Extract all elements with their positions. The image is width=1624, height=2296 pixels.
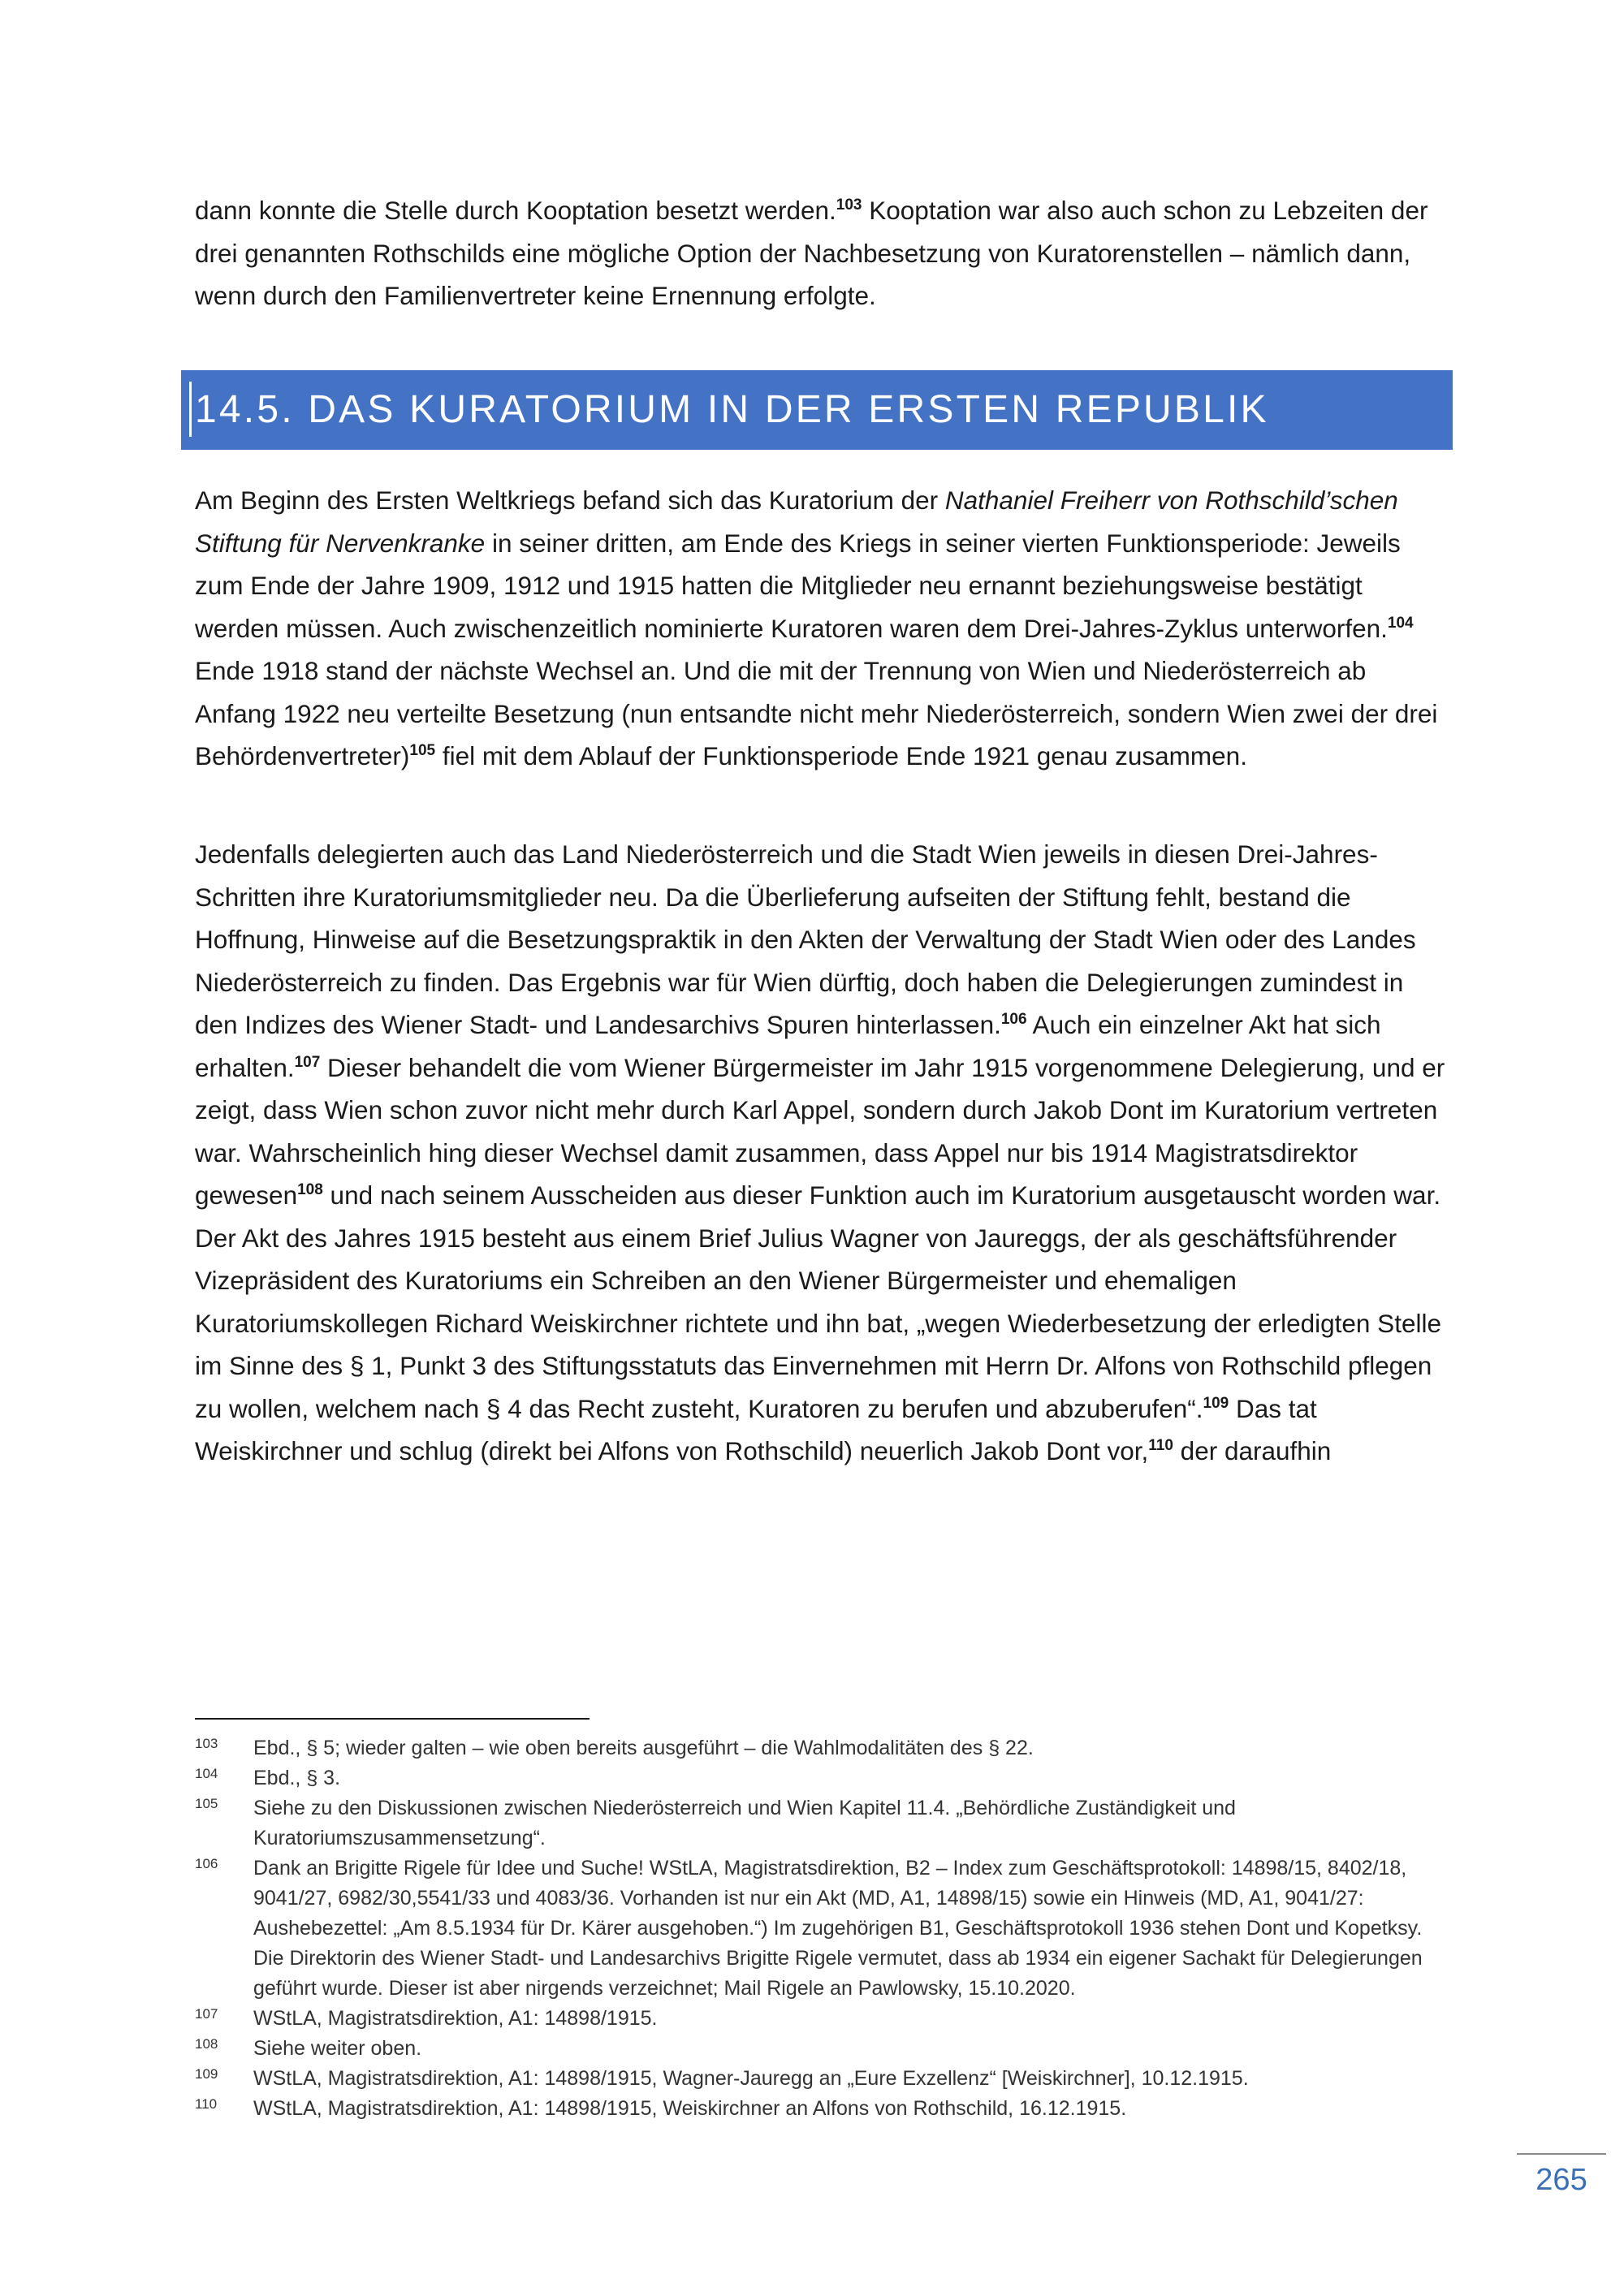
footnote [195, 1733, 1445, 1763]
text-run: Auch ein einzelner Akt hat sich erhalten. [195, 1010, 1381, 1082]
footnote-text: Dank an Brigitte Rigele für Idee und Suche! WStLA, Magistratsdirektion, B2 – Index zum Geschäftsprotokoll: 14898/15, 8402/18, 9041/27, 6982/30,5541/33 und 4083/36. Vorhanden ist nur ein Akt (MD, A1, 14898/15) sowie ein Hinweis (MD, A1, 9041/27: Aushebezettel: „Am 8.5.1934 für Dr. Kärer ausgehoben.“) Im zugehörigen B1, Geschäftsprotokoll 1936 stehen Dont und Kopetksy. Die Direktorin des Wiener Stadt- und Landesarchivs Brigitte Rigele vermutet, dass ab 1934 ein eigener Sachakt für Delegierungen geführt wurde. Dieser ist aber nirgends verzeichnet; Mail Rigele an Pawlowsky, 15.10.2020. [253, 1857, 1423, 2000]
text-run: dann konnte die Stelle durch Kooptation besetzt werden. [195, 196, 836, 225]
text-run: Das tat Weiskirchner und schlug (direkt bei Alfons von Rothschild) neuerlich Jakob Dont vor, [195, 1393, 1317, 1465]
footnote [195, 1763, 1445, 1793]
paragraph-intro [195, 189, 1445, 317]
footnote-text: Ebd., § 5; wieder galten – wie oben bereits ausgeführt – die Wahlmodalitäten des § 22. [253, 1737, 1034, 1759]
footnote-text: Siehe weiter oben. [253, 2037, 422, 2060]
footnote-ref[interactable]: 106 [1000, 1011, 1027, 1028]
paragraph-2 [195, 833, 1445, 1473]
footnote-ref[interactable]: 109 [1203, 1394, 1229, 1412]
footnote-ref[interactable]: 105 [409, 742, 436, 759]
footnote-number: 110 [195, 2096, 218, 2112]
text-run: Dieser behandelt die vom Wiener Bürgermeister im Jahr 1915 vorgenommene Delegierung, und er zeigt, dass Wien schon zuvor nicht mehr durch Karl Appel, sondern durch Jakob Dont im Kuratorium vertreten war. Wahrscheinlich hing dieser Wechsel damit zusammen, dass Appel nur bis 1914 Magistratsdirektor gewesen [195, 1052, 1445, 1210]
footnote [195, 2004, 1445, 2034]
footnote-text: Ebd., § 3. [253, 1767, 341, 1789]
footnote-text: Siehe zu den Diskussionen zwischen Niederösterreich und Wien Kapitel 11.4. „Behördliche Zuständigkeit und Kuratoriumszusammensetzung“. [253, 1797, 1236, 1849]
footnote-number: 105 [195, 1796, 218, 1811]
footnote [195, 2094, 1445, 2124]
footnote [195, 1793, 1445, 1854]
paragraph-1 [195, 479, 1445, 778]
footnote-number: 109 [195, 2066, 218, 2082]
footnote [195, 1854, 1445, 2004]
footnotes [195, 1733, 1445, 2124]
footnote-text: WStLA, Magistratsdirektion, A1: 14898/1915, Wagner-Jauregg an „Eure Exzellenz“ [Weiskirchner], 10.12.1915. [253, 2067, 1249, 2090]
footnote-ref[interactable]: 107 [294, 1053, 321, 1071]
footnote-text: WStLA, Magistratsdirektion, A1: 14898/1915. [253, 2007, 658, 2030]
footnote-number: 104 [195, 1766, 218, 1781]
footnote-ref[interactable]: 110 [1148, 1437, 1173, 1454]
footnote-separator [195, 1718, 590, 1720]
text-run: Am Beginn des Ersten Weltkriegs befand sich das Kuratorium der [195, 486, 945, 515]
section-heading: 14.5. DAS KURATORIUM IN DER ERSTEN REPUBLIK [195, 388, 1269, 431]
heading-accent-line [189, 382, 192, 437]
footnote-ref[interactable]: 104 [1387, 614, 1414, 632]
text-run: Jedenfalls delegierten auch das Land Niederösterreich und die Stadt Wien jeweils in diesen Drei-Jahres-Schritten ihre Kuratoriumsmitglieder neu. Da die Überlieferung aufseiten der Stiftung fehlt, bestand die Hoffnung, Hinweise auf die Besetzungspraktik in den Akten der Verwaltung der Stadt Wien oder des Landes Niederösterreich zu finden. Das Ergebnis war für Wien dürftig, doch haben die Delegierungen zumindest in den Indizes des Wiener Stadt- und Landesarchivs Spuren hinterlassen. [195, 839, 1416, 1039]
footnote-text: WStLA, Magistratsdirektion, A1: 14898/1915, Weiskirchner an Alfons von Rothschild, 16.12.1915. [253, 2097, 1127, 2120]
footnote [195, 2034, 1445, 2064]
text-run: in seiner dritten, am Ende des Kriegs in seiner vierten Funktionsperiode: Jeweils zum Ende der Jahre 1909, 1912 und 1915 hatten die Mitglieder neu ernannt beziehungsweise bestätigt werden müssen. Auch zwischenzeitlich nominierte Kuratoren waren dem Drei-Jahres-Zyklus unterworfen. [195, 528, 1401, 643]
footnote-ref[interactable]: 108 [297, 1181, 323, 1198]
footnote-ref[interactable]: 103 [836, 196, 862, 214]
text-run: fiel mit dem Ablauf der Funktionsperiode Ende 1921 genau zusammen. [435, 741, 1247, 770]
text-run: Kooptation war also auch schon zu Lebzeiten der drei genannten Rothschilds eine mögliche Option der Nachbesetzung von Kuratorenstellen – nämlich dann, wenn durch den Familienvertreter keine Ernennung erfolgte. [195, 196, 1428, 310]
footnote-number: 107 [195, 2006, 218, 2022]
foundation-name: Nathaniel Freiherr von Rothschild’schen Stiftung für Nervenkranke [195, 486, 1398, 558]
footnote [195, 2064, 1445, 2094]
footnote-number: 106 [195, 1856, 218, 1871]
text-run: und nach seinem Ausscheiden aus dieser Funktion auch im Kuratorium ausgetauscht worden war. Der Akt des Jahres 1915 besteht aus einem Brief Julius Wagner von Jaureggs, der als geschäftsführender Vizepräsident des Kuratoriums ein Schreiben an den Wiener Bürgermeister und ehemaligen Kuratoriumskollegen Richard Weiskirchner richtete und ihn bat, „wegen Wiederbesetzung der erledigten Stelle im Sinne des § 1, Punkt 3 des Stiftungsstatuts das Einvernehmen mit Herrn Dr. Alfons von Rothschild pflegen zu wollen, welchem nach § 4 das Recht zusteht, Kuratoren zu berufen und abzuberufen“. [195, 1180, 1441, 1423]
page-number: 265 [1535, 2163, 1587, 2197]
footnote-number: 103 [195, 1736, 218, 1751]
footnote-number: 108 [195, 2036, 218, 2052]
text-run: Ende 1918 stand der nächste Wechsel an. Und die mit der Trennung von Wien und Niederösterreich ab Anfang 1922 neu verteilte Besetzung (nun entsandte nicht mehr Niederösterreich, sondern Wien zwei der drei Behördenvertreter) [195, 656, 1438, 770]
text-run: der daraufhin [1173, 1436, 1332, 1465]
page-number-rule [1517, 2153, 1606, 2155]
